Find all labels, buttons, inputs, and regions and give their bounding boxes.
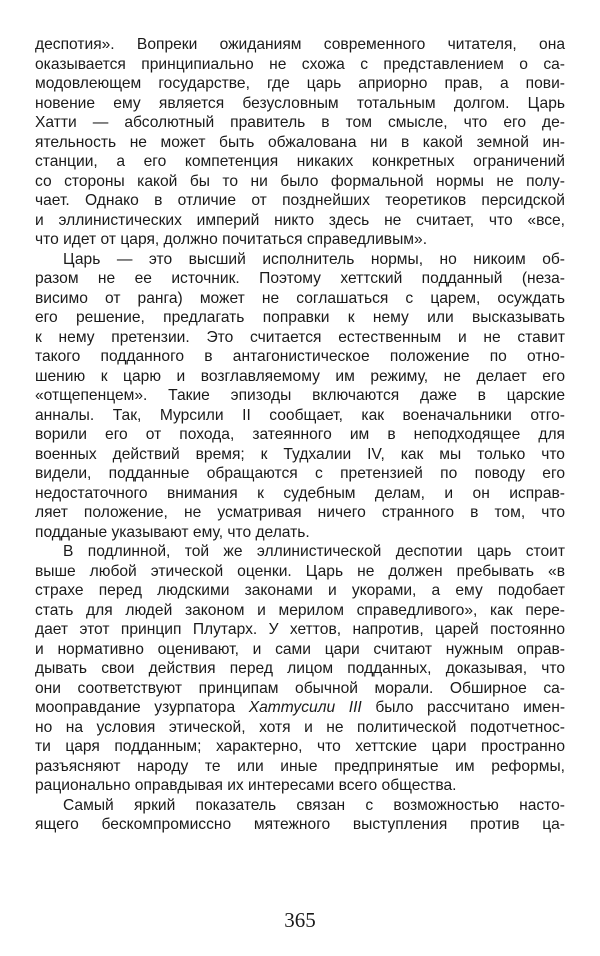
- text-line: [35, 367, 565, 387]
- text-line: [35, 328, 565, 348]
- paragraph: [35, 542, 565, 796]
- text-line: [35, 815, 565, 835]
- text-line: [35, 230, 565, 250]
- line-text: что идет от царя, должно почитаться справедливым».: [35, 231, 428, 248]
- text-line: [35, 172, 565, 192]
- text-line: [35, 133, 565, 153]
- text-line: [35, 796, 565, 816]
- text-line: [35, 191, 565, 211]
- line-text: оказывается принципиально не схожа с представлением о са-: [35, 55, 565, 73]
- line-text: чает. Однако в отличие от позднейших теоретиков персидской: [35, 192, 565, 209]
- text-line: [35, 250, 565, 270]
- line-text: ти царя подданным; характерно, что хеттские цари пространно: [35, 738, 565, 755]
- text-line: [35, 386, 565, 406]
- line-text: ящего бескомпромиссно мятежного выступления против ца-: [35, 816, 565, 833]
- line-text: Самый яркий показатель связан с возможностью насто-: [63, 796, 565, 814]
- italic-name: Хаттусили III: [248, 699, 362, 716]
- line-text: они соответствуют принципам обычной морали. Обширное са-: [35, 679, 565, 697]
- text-line: [35, 35, 565, 55]
- text-line: [35, 269, 565, 289]
- line-text: разом не ее источник. Поэтому хеттский подданный (неза-: [35, 270, 565, 287]
- line-text: его решение, предлагать поправки к нему или высказывать: [35, 309, 565, 326]
- text-line: [35, 74, 565, 94]
- line-text: ляет положение, не усматривая ничего странного в том, что: [35, 504, 565, 521]
- line-text: выше любой этической оценки. Царь не должен пребывать «в: [35, 562, 565, 580]
- line-text: рационально оправдывая их интересами всего общества.: [35, 777, 457, 794]
- text-line: [35, 679, 565, 699]
- line-text: новение ему является безусловным тотальным долгом. Царь: [35, 94, 565, 112]
- text-line: [35, 445, 565, 465]
- line-text: и эллинистических империй никто здесь не считает, что «все,: [35, 211, 565, 229]
- line-text: ятельность не может быть обжалована ни в какой земной ин-: [35, 133, 565, 151]
- line-text: дает этот принцип Плутарх. У хеттов, напротив, царей постоянно: [35, 621, 565, 638]
- line-text: шению к царю и возглавляемому им режиму, не делает его: [35, 367, 565, 385]
- text-line: [35, 523, 565, 543]
- line-text: было рассчитано имен-: [361, 699, 566, 716]
- line-text: В подлинной, той же эллинистической деспотии царь стоит: [63, 543, 565, 560]
- line-text: модовлеющем государстве, где царь априорно прав, а пови-: [35, 75, 565, 92]
- line-text: но на условия этической, хотя и не политической подотчетнос-: [35, 718, 565, 736]
- paragraph: [35, 35, 565, 250]
- text-line: [35, 503, 565, 523]
- line-text: и нормативно оценивают, и сами цари считают нужным оправ-: [35, 640, 565, 658]
- text-line: [35, 620, 565, 640]
- line-text: дывать свои действия перед лицом подданных, доказывая, что: [35, 660, 565, 677]
- text-line: [35, 737, 565, 757]
- text-line: [35, 211, 565, 231]
- text-line: [35, 562, 565, 582]
- text-line: [35, 640, 565, 660]
- text-line: [35, 718, 565, 738]
- text-line: [35, 425, 565, 445]
- text-line: [35, 113, 565, 133]
- line-text: страхе перед людскими законами и укорами, а ему подобает: [35, 582, 565, 599]
- line-text: разъясняют народу те или иные предпринятые им реформы,: [35, 757, 565, 775]
- text-line: [35, 484, 565, 504]
- text-line: [35, 581, 565, 601]
- line-text: стать для людей законом и мерилом справедливого», как пере-: [35, 601, 565, 619]
- paragraph: [35, 250, 565, 543]
- text-line: [35, 542, 565, 562]
- line-text: такого подданного в антагонистическое положение по отно-: [35, 348, 565, 365]
- text-line: [35, 776, 565, 796]
- text-line: [35, 347, 565, 367]
- text-line: [35, 152, 565, 172]
- line-text: мооправдание узурпатора: [35, 699, 249, 716]
- line-text: недостаточного внимания к судебным делам, и он исправ-: [35, 484, 565, 502]
- line-text: со стороны какой бы то ни было формальной нормы не полу-: [35, 172, 565, 190]
- line-text: деспотия». Вопреки ожиданиям современного читателя, она: [35, 36, 565, 53]
- paragraph: [35, 796, 565, 835]
- text-line: [35, 289, 565, 309]
- line-text: военных действий время; к Тудхалии IV, как мы только что: [35, 445, 565, 463]
- line-text: анналы. Так, Мурсили II сообщает, как военачальники отго-: [35, 406, 565, 424]
- text-line: [35, 94, 565, 114]
- line-text: ворили его от похода, затеянного им в неподходящее для: [35, 426, 565, 443]
- text-line: [35, 757, 565, 777]
- line-text: висимо от ранга) может не соглашаться с царем, осуждать: [35, 289, 565, 307]
- line-text: станции, а его компетенция никаких конкретных ограничений: [35, 153, 565, 170]
- line-text: подданые указывают ему, что делать.: [35, 523, 310, 541]
- page-number: 365: [284, 908, 316, 932]
- line-text: Царь — это высший исполнитель нормы, но никоим об-: [63, 250, 565, 268]
- line-text: «отщепенцем». Такие эпизоды включаются даже в царские: [35, 387, 565, 404]
- line-text: Хатти — абсолютный правитель в том смысле, что его де-: [35, 114, 565, 131]
- text-line: [35, 601, 565, 621]
- text-line: [35, 55, 565, 75]
- page-body: [35, 35, 565, 835]
- line-text: видели, подданные обращаются с претензией по поводу его: [35, 465, 565, 482]
- line-text: к нему претензии. Это считается естественным и не ставит: [35, 328, 565, 346]
- text-line: [35, 698, 565, 718]
- text-line: [35, 659, 565, 679]
- text-line: [35, 308, 565, 328]
- text-line: [35, 464, 565, 484]
- text-line: [35, 406, 565, 426]
